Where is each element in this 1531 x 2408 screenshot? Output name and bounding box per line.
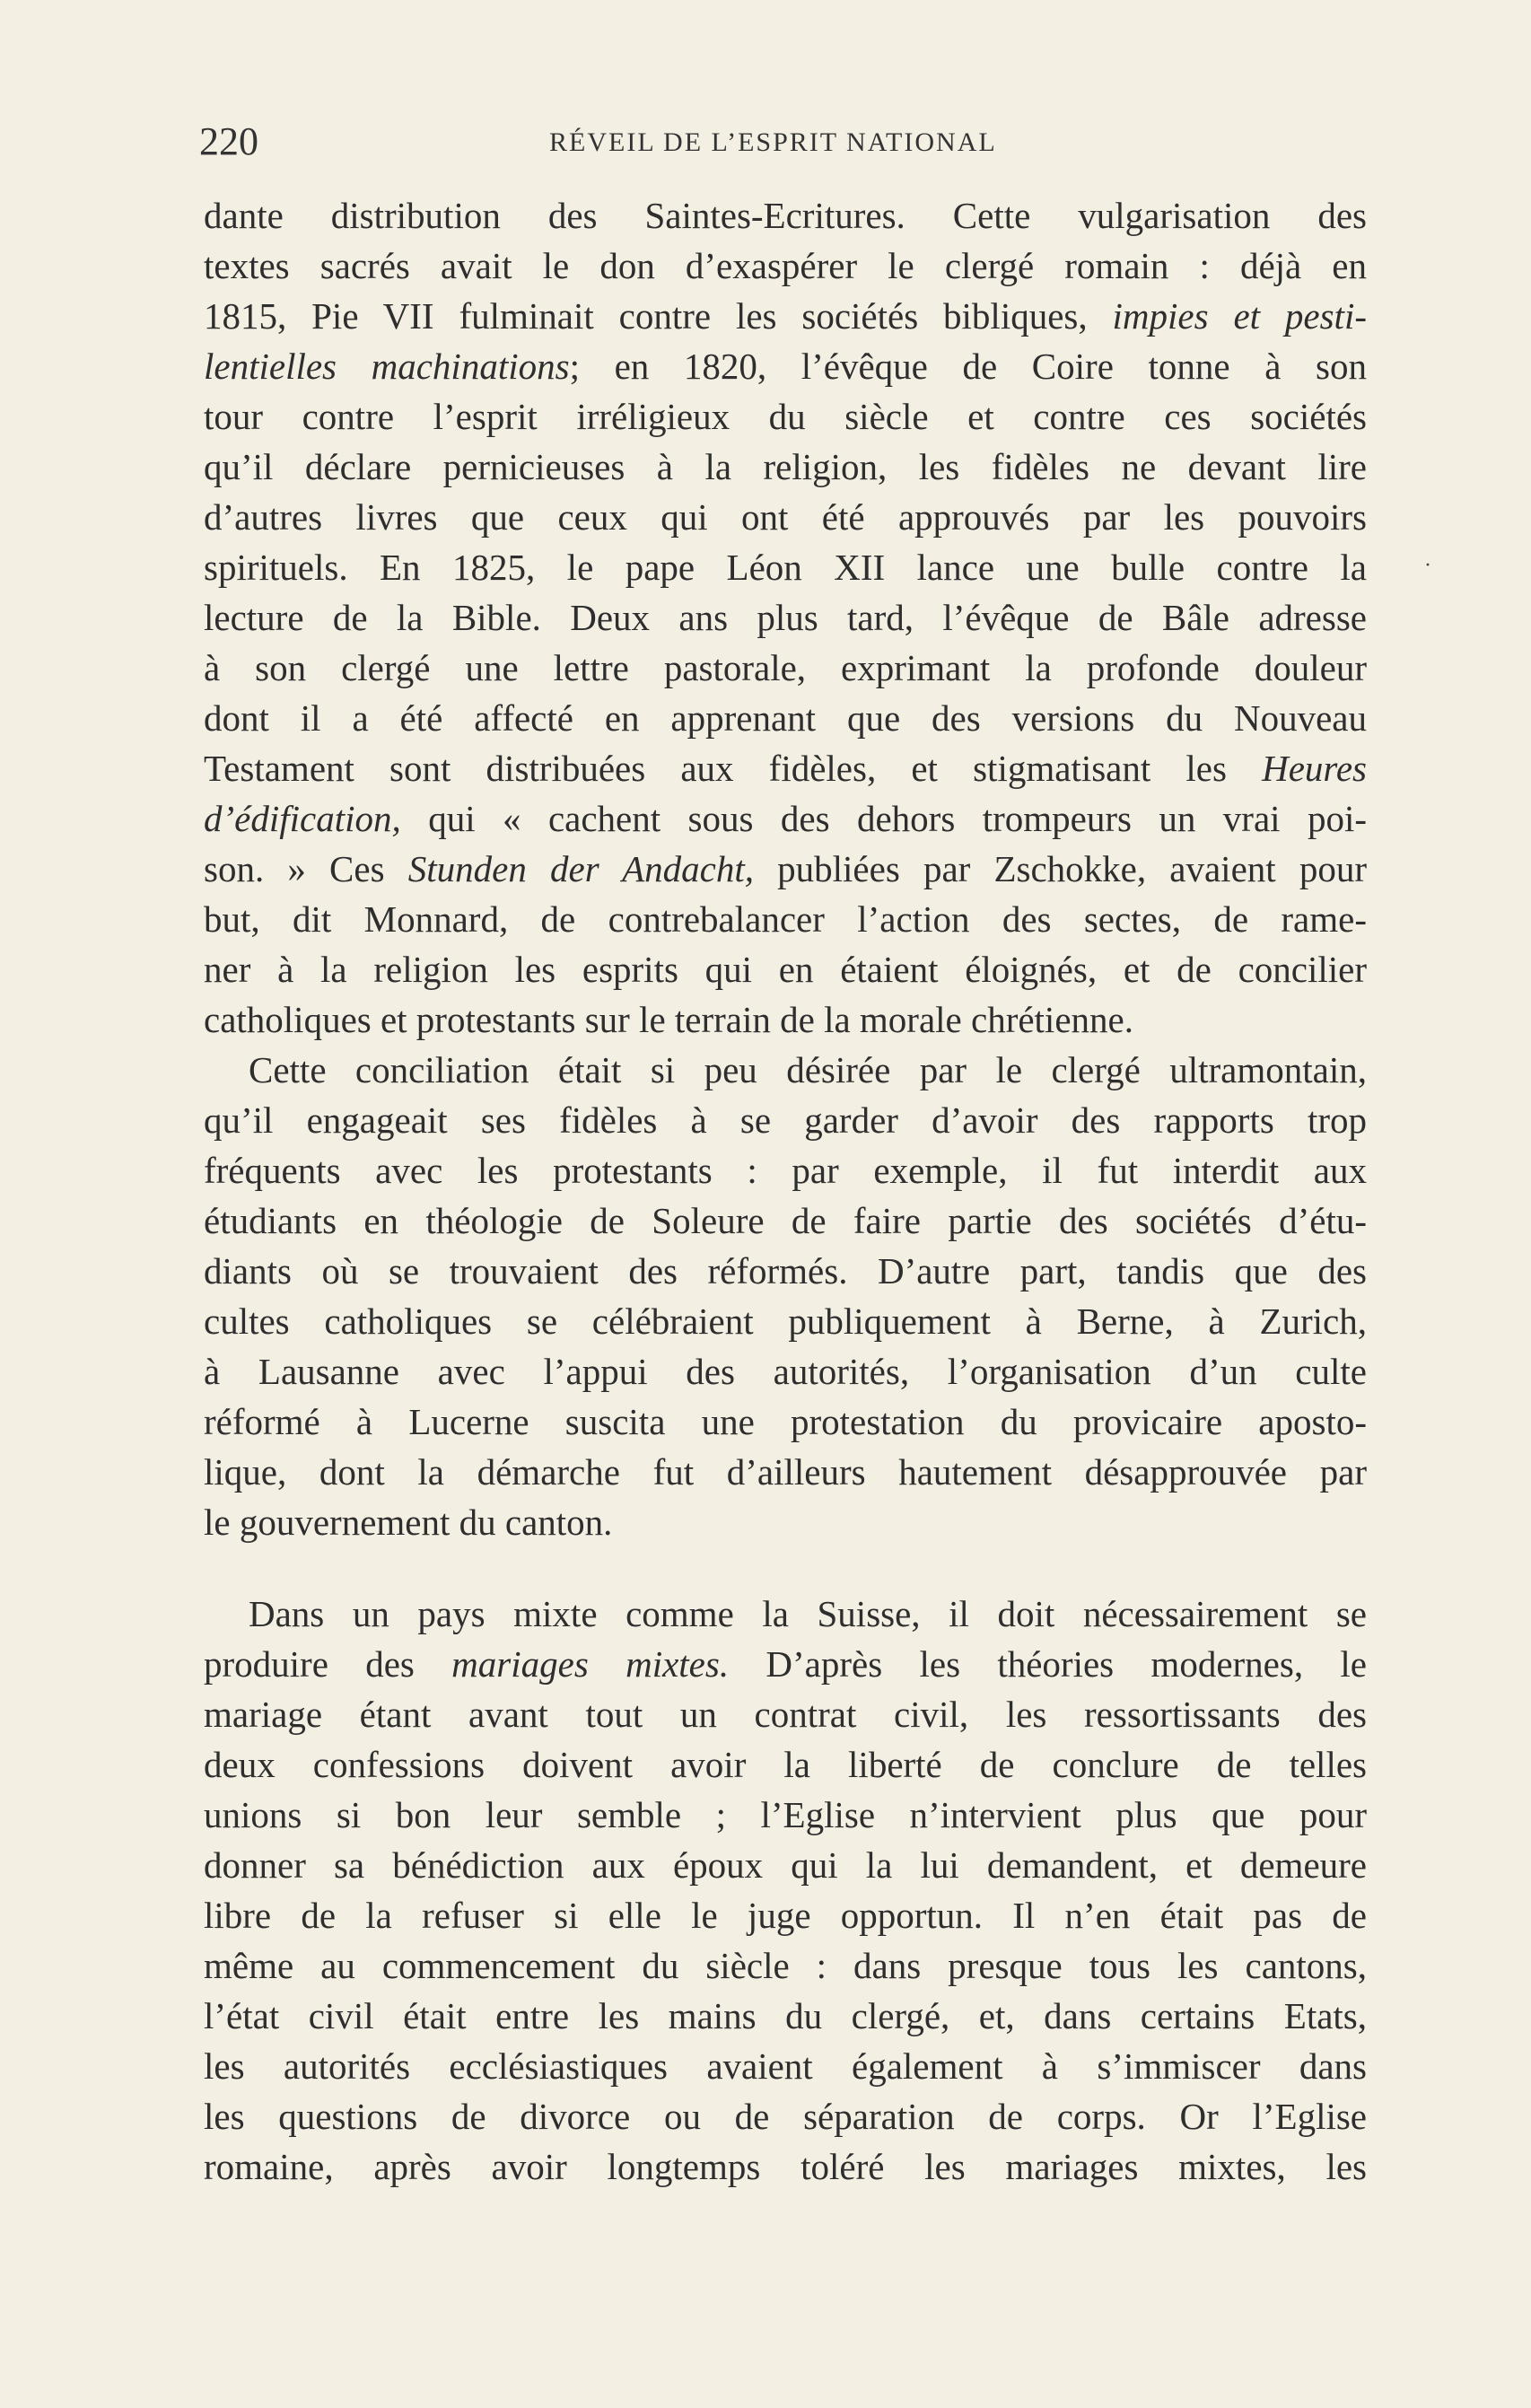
text-line: romaine, après avoir longtemps toléré les mariages mixtes, les xyxy=(204,2146,1367,2187)
text-line: diants où se trouvaient des réformés. D’autre part, tandis que des xyxy=(204,1250,1367,1292)
text-line: textes sacrés avait le don d’exaspérer le clergé romain : déjà en xyxy=(204,245,1367,286)
margin-mark: · xyxy=(1424,554,1431,577)
text-line: catholiques et protestants sur le terrain de la morale chrétienne. xyxy=(204,999,1133,1040)
text-line: même au commencement du siècle : dans presque tous les cantons, xyxy=(204,1945,1367,1986)
text-line: l’état civil était entre les mains du clergé, et, dans certains Etats, xyxy=(204,1995,1367,2036)
text-line: étudiants en théologie de Soleure de faire partie des sociétés d’étu- xyxy=(204,1200,1367,1241)
text-line: Cette conciliation était si peu désirée par le clergé ultramontain, xyxy=(249,1049,1367,1090)
text-line: son. » Ces Stunden der Andacht, publiées par Zschokke, avaient pour xyxy=(204,848,1367,889)
text-line: lique, dont la démarche fut d’ailleurs hautement désapprouvée par xyxy=(204,1451,1367,1493)
italic-phrase: impies et pesti- xyxy=(1112,295,1367,337)
text-line: Testament sont distribuées aux fidèles, et stigmatisant les Heures xyxy=(204,748,1368,789)
text-line: lecture de la Bible. Deux ans plus tard, l’évêque de Bâle adresse xyxy=(204,597,1367,638)
text-line: les autorités ecclésiastiques avaient également à s’immiscer dans xyxy=(204,2045,1367,2087)
italic-phrase: Heures xyxy=(1262,748,1368,789)
text-line: le gouvernement du canton. xyxy=(204,1502,613,1543)
text-line: ner à la religion les esprits qui en étaient éloignés, et de concilier xyxy=(204,949,1367,990)
italic-phrase: Stunden der Andacht, xyxy=(407,848,754,889)
text-line: réformé à Lucerne suscita une protestation du provicaire aposto- xyxy=(204,1401,1367,1442)
text-line: Dans un pays mixte comme la Suisse, il doit nécessairement se xyxy=(249,1593,1367,1634)
text-line: mariage étant avant tout un contrat civil, les ressortissants des xyxy=(204,1694,1367,1735)
page-header xyxy=(199,115,1366,169)
text-line: fréquents avec les protestants : par exemple, il fut interdit aux xyxy=(204,1150,1367,1191)
text-line: à Lausanne avec l’appui des autorités, l’organisation d’un culte xyxy=(204,1351,1367,1392)
text-line: but, dit Monnard, de contrebalancer l’action des sectes, de rame- xyxy=(204,898,1367,940)
text-line: qu’il déclare pernicieuses à la religion, les fidèles ne devant lire xyxy=(204,446,1367,487)
running-title: RÉVEIL DE L’ESPRIT NATIONAL xyxy=(549,127,997,157)
text-line: donner sa bénédiction aux époux qui la lui demandent, et demeure xyxy=(204,1844,1367,1886)
text-line: tour contre l’esprit irréligieux du siècle et contre ces sociétés xyxy=(204,396,1367,437)
italic-phrase: mariages mixtes. xyxy=(451,1643,730,1685)
page-number: 220 xyxy=(199,119,258,163)
text-line: deux confessions doivent avoir la liberté de conclure de telles xyxy=(204,1744,1367,1785)
text-line: libre de la refuser si elle le juge opportun. Il n’en était pas de xyxy=(204,1895,1367,1936)
text-line: lentielles machinations; en 1820, l’évêque de Coire tonne à son xyxy=(204,346,1367,387)
text-line: dont il a été affecté en apprenant que des versions du Nouveau xyxy=(204,697,1367,739)
text-line: unions si bon leur semble ; l’Eglise n’intervient plus que pour xyxy=(204,1794,1367,1835)
text-line: cultes catholiques se célébraient publiquement à Berne, à Zurich, xyxy=(204,1300,1367,1342)
text-line: d’édification, qui « cachent sous des dehors trompeurs un vrai poi- xyxy=(204,798,1368,839)
italic-phrase: d’édification, xyxy=(204,798,401,839)
text-line: produire des mariages mixtes. D’après les théories modernes, le xyxy=(204,1643,1367,1685)
text-line: à son clergé une lettre pastorale, exprimant la profonde douleur xyxy=(204,647,1367,688)
text-line: 1815, Pie VII fulminait contre les sociétés bibliques, impies et pesti- xyxy=(204,295,1367,337)
text-line: qu’il engageait ses fidèles à se garder d’avoir des rapports trop xyxy=(204,1099,1367,1141)
text-line: les questions de divorce ou de séparation de corps. Or l’Eglise xyxy=(204,2096,1367,2137)
text-line: d’autres livres que ceux qui ont été approuvés par les pouvoirs xyxy=(204,496,1367,538)
italic-phrase: lentielles machinations xyxy=(204,346,570,387)
text-line: spirituels. En 1825, le pape Léon XII lance une bulle contre la xyxy=(204,547,1367,588)
text-line: dante distribution des Saintes-Ecritures. Cette vulgarisation des xyxy=(204,195,1367,236)
